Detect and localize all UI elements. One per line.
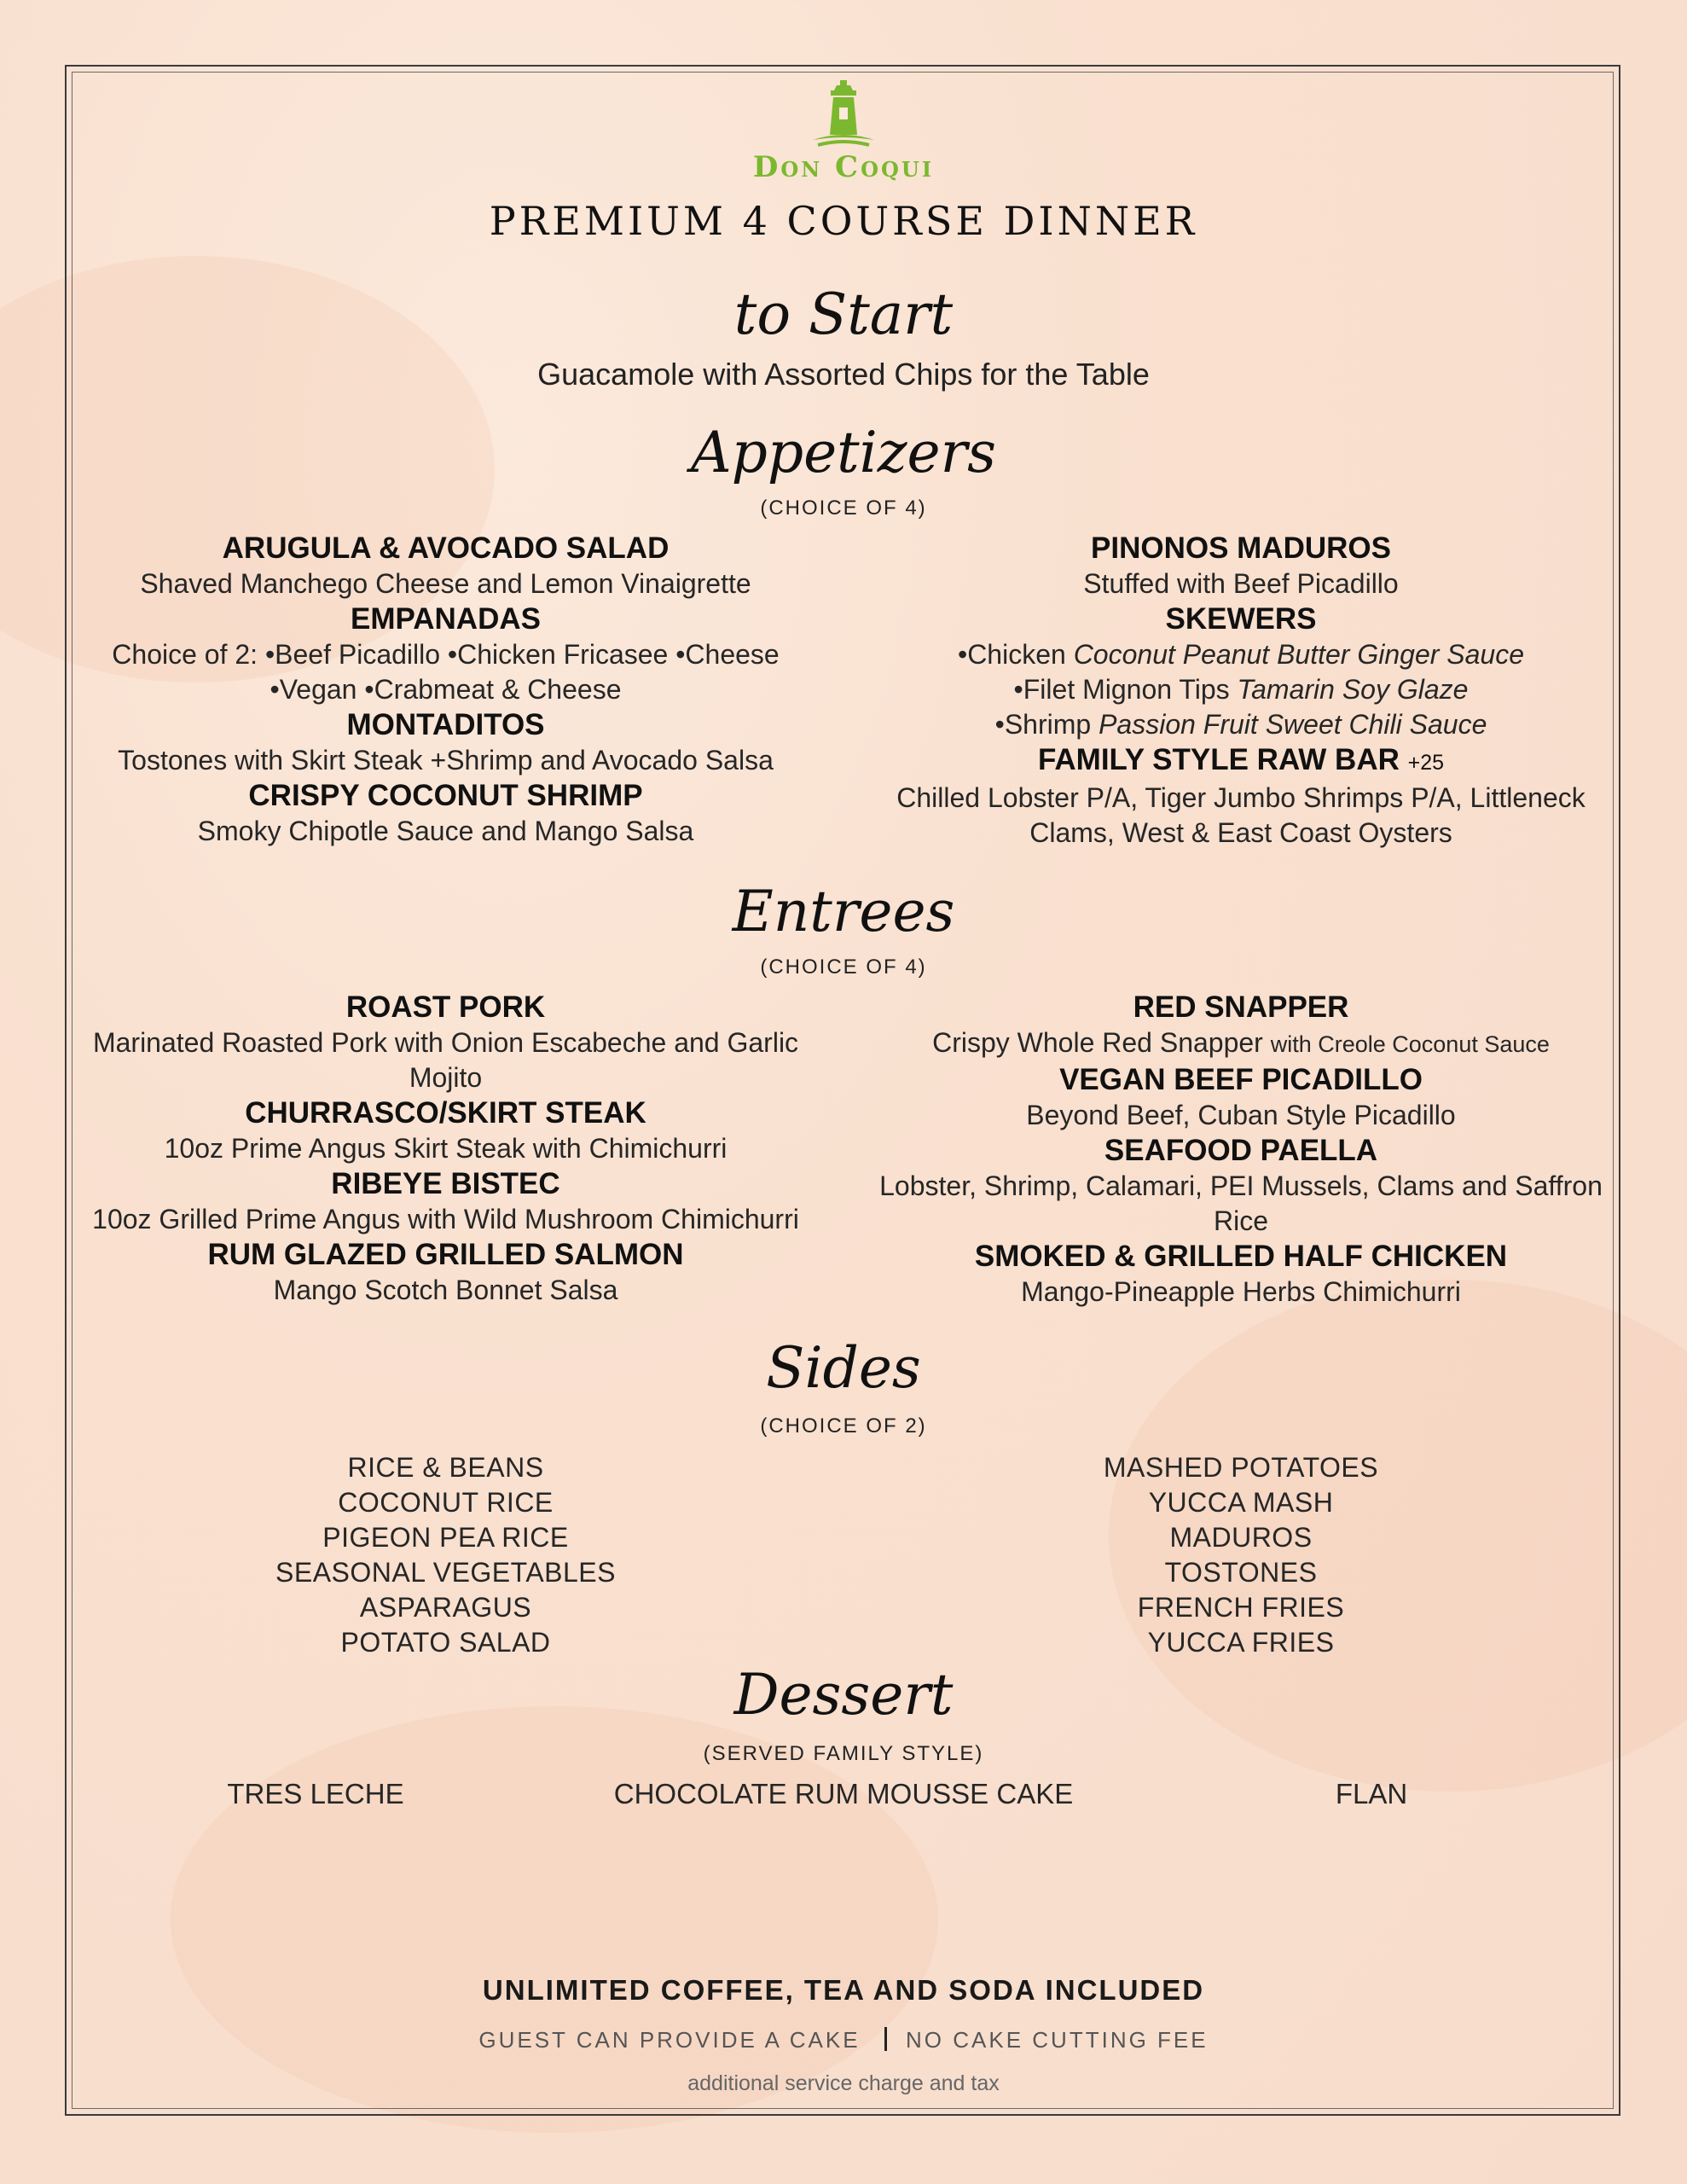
skewer-item: •Shrimp xyxy=(994,709,1092,740)
raw-bar-name: FAMILY STYLE RAW BAR xyxy=(1037,743,1400,776)
menu-item-desc: Mango Scotch Bonnet Salsa xyxy=(273,1275,618,1305)
menu-item-name: PINONOS MADUROS xyxy=(1091,531,1391,565)
menu-item-name: SMOKED & GRILLED HALF CHICKEN xyxy=(974,1240,1508,1273)
skewer-option xyxy=(878,672,1603,707)
sides-left-column xyxy=(94,1450,797,1660)
divider xyxy=(884,2027,887,2051)
menu-item-name: ARUGULA & AVOCADO SALAD xyxy=(222,531,670,565)
to-start-heading: to Start xyxy=(733,282,954,347)
menu-item-name: ROAST PORK xyxy=(345,990,546,1024)
page-title: PREMIUM 4 COURSE DINNER xyxy=(489,198,1198,244)
menu-item-desc: Tostones with Skirt Steak +Shrimp and Avocado Salsa xyxy=(118,745,774,775)
menu-item-name: SKEWERS xyxy=(1165,602,1317,636)
menu-item-name: RED SNAPPER xyxy=(1133,990,1349,1024)
cake-note xyxy=(0,2027,1687,2053)
entrees-right-column xyxy=(878,990,1603,1310)
menu-item-desc: Chilled Lobster P/A, Tiger Jumbo Shrimps P/A, Littleneck xyxy=(896,782,1586,813)
included-note: UNLIMITED COFFEE, TEA AND SODA INCLUDED xyxy=(482,1974,1205,2006)
to-start-text: Guacamole with Assorted Chips for the Table xyxy=(537,357,1150,392)
menu-item-desc: Shaved Manchego Cheese and Lemon Vinaigrette xyxy=(140,568,751,599)
menu-item-desc: Rice xyxy=(1213,1205,1268,1236)
entrees-note: (CHOICE OF 4) xyxy=(760,956,927,979)
brand-name: Don Coqui xyxy=(752,150,935,184)
appetizers-note: (CHOICE OF 4) xyxy=(760,497,927,520)
snapper-desc: Crispy Whole Red Snapper xyxy=(932,1027,1263,1058)
side-item: COCONUT RICE xyxy=(338,1487,554,1518)
dessert-note: (SERVED FAMILY STYLE) xyxy=(703,1742,984,1765)
snapper-sauce: with Creole Coconut Sauce xyxy=(1270,1031,1550,1057)
menu-item-name: SEAFOOD PAELLA xyxy=(1104,1134,1378,1167)
menu-item-desc: Choice of 2: •Beef Picadillo •Chicken Fricasee •Cheese xyxy=(112,639,780,670)
entrees-heading: Entrees xyxy=(732,879,955,944)
dessert-item: TRES LECHE xyxy=(227,1778,404,1809)
sides-heading: Sides xyxy=(766,1335,921,1401)
cake-note-left: GUEST CAN PROVIDE A CAKE xyxy=(478,2027,861,2053)
menu-item-desc: Mango-Pineapple Herbs Chimichurri xyxy=(1021,1276,1461,1307)
service-note: additional service charge and tax xyxy=(687,2071,1000,2095)
menu-item-name: VEGAN BEEF PICADILLO xyxy=(1059,1063,1423,1096)
menu-item-desc: •Vegan •Crabmeat & Cheese xyxy=(270,674,622,705)
menu-item-name: EMPANADAS xyxy=(351,602,541,636)
cake-note-right: NO CAKE CUTTING FEE xyxy=(906,2027,1209,2053)
skewer-sauce: Tamarin Soy Glaze xyxy=(1237,674,1469,705)
sides-right-column xyxy=(878,1450,1603,1660)
menu-item-desc: Marinated Roasted Pork with Onion Escabeche and Garlic xyxy=(92,1027,799,1058)
menu-item-desc: Smoky Chipotle Sauce and Mango Salsa xyxy=(197,816,694,846)
side-item: PIGEON PEA RICE xyxy=(322,1522,569,1553)
menu-item-desc: Beyond Beef, Cuban Style Picadillo xyxy=(1026,1100,1456,1130)
menu-item-desc: 10oz Grilled Prime Angus with Wild Mushroom Chimichurri xyxy=(92,1204,799,1234)
side-item: TOSTONES xyxy=(1164,1557,1318,1588)
raw-bar-price: +25 xyxy=(1407,751,1445,775)
sides-note: (CHOICE OF 2) xyxy=(760,1414,927,1438)
menu-item-desc xyxy=(878,1025,1603,1062)
skewer-sauce: Coconut Peanut Butter Ginger Sauce xyxy=(1073,639,1525,670)
side-item: ASPARAGUS xyxy=(359,1592,532,1623)
side-item: MASHED POTATOES xyxy=(1103,1452,1379,1483)
side-item: POTATO SALAD xyxy=(340,1627,551,1658)
menu-item-desc: Stuffed with Beef Picadillo xyxy=(1083,568,1399,599)
side-item: YUCCA MASH xyxy=(1148,1487,1334,1518)
menu-item-name xyxy=(878,742,1603,781)
dessert-heading: Dessert xyxy=(733,1662,954,1728)
menu-item-name: CHURRASCO/SKIRT STEAK xyxy=(245,1096,646,1130)
menu-item-desc: Mojito xyxy=(409,1062,483,1093)
skewer-option xyxy=(878,707,1603,742)
side-item: MADUROS xyxy=(1169,1522,1313,1553)
skewer-item: •Filet Mignon Tips xyxy=(1013,674,1230,705)
side-item: YUCCA FRIES xyxy=(1147,1627,1335,1658)
skewer-item: •Chicken xyxy=(957,639,1066,670)
menu-item-name: MONTADITOS xyxy=(346,708,545,741)
menu-item-desc: Clams, West & East Coast Oysters xyxy=(1029,817,1452,848)
side-item: RICE & BEANS xyxy=(347,1452,544,1483)
appetizers-heading: Appetizers xyxy=(690,420,997,485)
skewer-sauce: Passion Fruit Sweet Chili Sauce xyxy=(1099,709,1487,740)
menu-item-desc: 10oz Prime Angus Skirt Steak with Chimichurri xyxy=(164,1133,728,1164)
entrees-left-column xyxy=(85,990,806,1308)
menu-item-desc: Lobster, Shrimp, Calamari, PEI Mussels, Clams and Saffron xyxy=(879,1170,1603,1201)
skewer-option xyxy=(878,637,1603,672)
menu-item-name: CRISPY COCONUT SHRIMP xyxy=(248,779,643,812)
menu-item-name: RIBEYE BISTEC xyxy=(331,1167,560,1200)
side-item: FRENCH FRIES xyxy=(1137,1592,1345,1623)
appetizers-left-column xyxy=(94,531,797,849)
dessert-item: CHOCOLATE RUM MOUSSE CAKE xyxy=(613,1778,1074,1809)
appetizers-right-column xyxy=(878,531,1603,851)
dessert-item: FLAN xyxy=(1335,1778,1408,1809)
side-item: SEASONAL VEGETABLES xyxy=(275,1557,616,1588)
menu-item-name: RUM GLAZED GRILLED SALMON xyxy=(207,1238,684,1271)
